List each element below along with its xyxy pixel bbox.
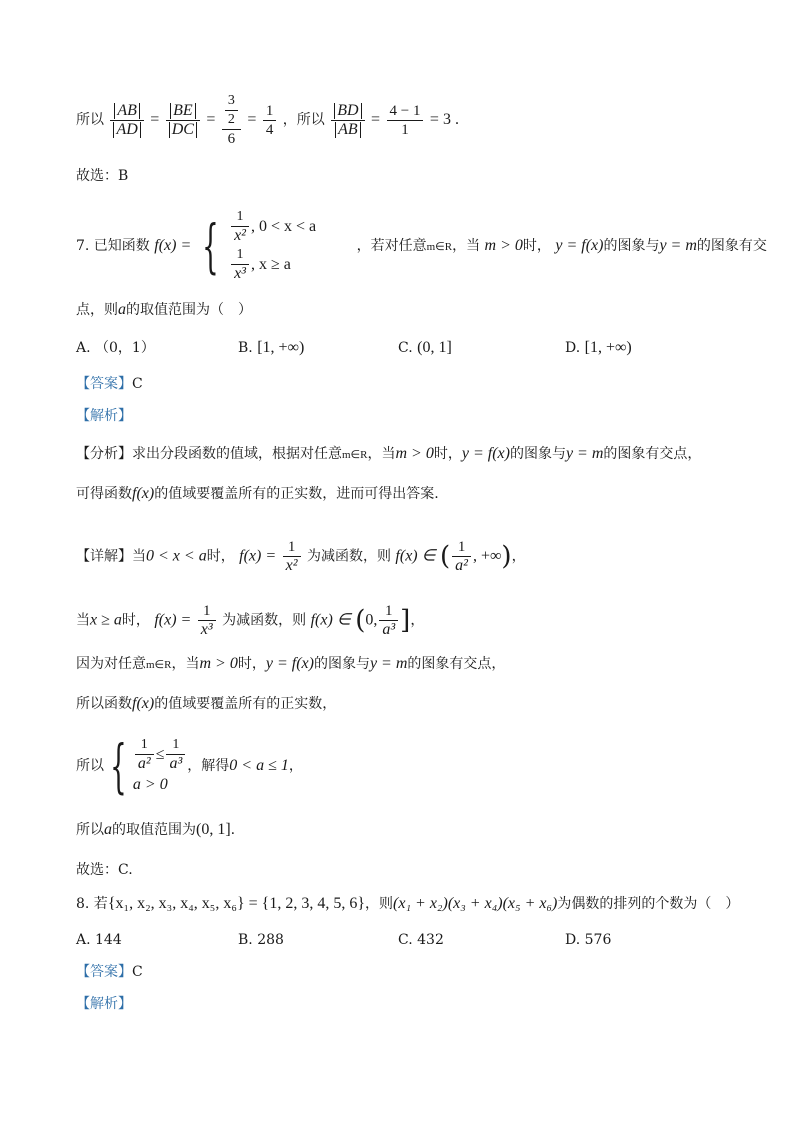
ratio-line: 所以 $\frac{AB}{AD}$ = $\frac{BE}{DC}$ = $\frac{\frac{3}{2}}{6}$ = $\frac{1}{4}$ ，所以 $\frac{BD}{AB}$ = $\frac{4 - 1}{1}$ = 3 .	[76, 93, 459, 147]
answer-tag: 【答案】	[76, 376, 132, 392]
question-7-line-1: 7. 已知函数 f(x) = { $\frac{1}{\text{x²}}$ , 0 < x < a $\frac{1}{\text{x³}}$ , x ≥ a ，若对任意m∈R，当 m > 0时， y = f(x)的图象与y = m的图象有交	[76, 209, 767, 282]
fraction-result: $\frac{4 - 1}{1}$	[387, 102, 424, 139]
answer-line-7: 【答案】C	[76, 376, 143, 392]
left-brace: {	[201, 212, 219, 280]
fraction-nested: $\frac{\frac{3}{2}}{6}$	[222, 92, 241, 148]
system-line: 所以 { $\frac{1}{\text{a²}}$ ≤ $\frac{1}{\text{a³}}$ a > 0 ，解得0 < a ≤ 1，	[76, 732, 303, 800]
fraction-be-dc: $\frac{BE}{DC}$	[166, 102, 200, 139]
option-b: B. [1, +∞)	[238, 339, 305, 356]
fraction-ab-ad: $\frac{AB}{AD}$	[110, 102, 143, 139]
answer-choice-line: 故选：B	[76, 168, 129, 184]
analysis-tag-7: 【解析】	[76, 408, 132, 424]
answer-line-8: 【答案】C	[76, 964, 143, 980]
fenxi-line-1: 【分析】求出分段函数的值域，根据对任意m∈R，当m > 0时，y = f(x)的图象与y = m的图象有交点，	[76, 445, 702, 462]
option-c: C. (0, 1]	[398, 339, 452, 356]
q8-option-d: D. 576	[565, 932, 612, 948]
left-brace: {	[110, 732, 127, 800]
option-a: A. （0，1）	[76, 340, 155, 356]
q8-option-b: B. 288	[238, 932, 284, 948]
answer-choice-line-7: 故选：C.	[76, 862, 133, 878]
xiangjie-line: 【详解】当0 < x < a时， f(x) = $\frac{1}{\text{x²}}$ 为减函数，则 f(x) ∈ ( $\frac{1}{\text{a²}}$ , +∞)，	[76, 539, 526, 574]
analysis-tag-8: 【解析】	[76, 996, 132, 1012]
q8-option-c: C. 432	[398, 932, 444, 948]
fraction-bd-ab: $\frac{BD}{AB}$	[331, 102, 364, 139]
q8-option-a: A. 144	[76, 932, 122, 948]
because-line: 因为对任意m∈R，当m > 0时，y = f(x)的图象与y = m的图象有交点，	[76, 655, 506, 672]
range-cover-line: 所以函数f(x)的值域要覆盖所有的正实数，	[76, 695, 337, 712]
fraction-one-quarter: $\frac{1}{4}$	[263, 102, 277, 139]
piecewise-cases: $\frac{1}{\text{x²}}$ , 0 < x < a $\frac{1}{\text{x³}}$ , x ≥ a	[229, 208, 316, 284]
fenxi-line-2: 可得函数f(x)的值域要覆盖所有的正实数，进而可得出答案.	[76, 485, 439, 502]
final-range-line: 所以a的取值范围为(0, 1].	[76, 821, 236, 838]
option-d: D. [1, +∞)	[565, 339, 632, 356]
question-7-line-2: 点，则a的取值范围为（ ）	[76, 301, 252, 318]
case-two-line: 当x ≥ a时， f(x) = $\frac{1}{\text{x³}}$ 为减函数，则 f(x) ∈ (0, $\frac{1}{\text{a³}}$ ]，	[76, 603, 425, 638]
text-suoyi: 所以	[76, 112, 104, 128]
question-8: 8. 若{x₁, x₂, x₃, x₄, x₅, x₆} = {1, 2, 3, 4, 5, 6}，则(x₁ + x₂)(x₃ + x₄)(x₅ + x₆)为偶数的排列的个数为（ ）	[76, 895, 740, 912]
